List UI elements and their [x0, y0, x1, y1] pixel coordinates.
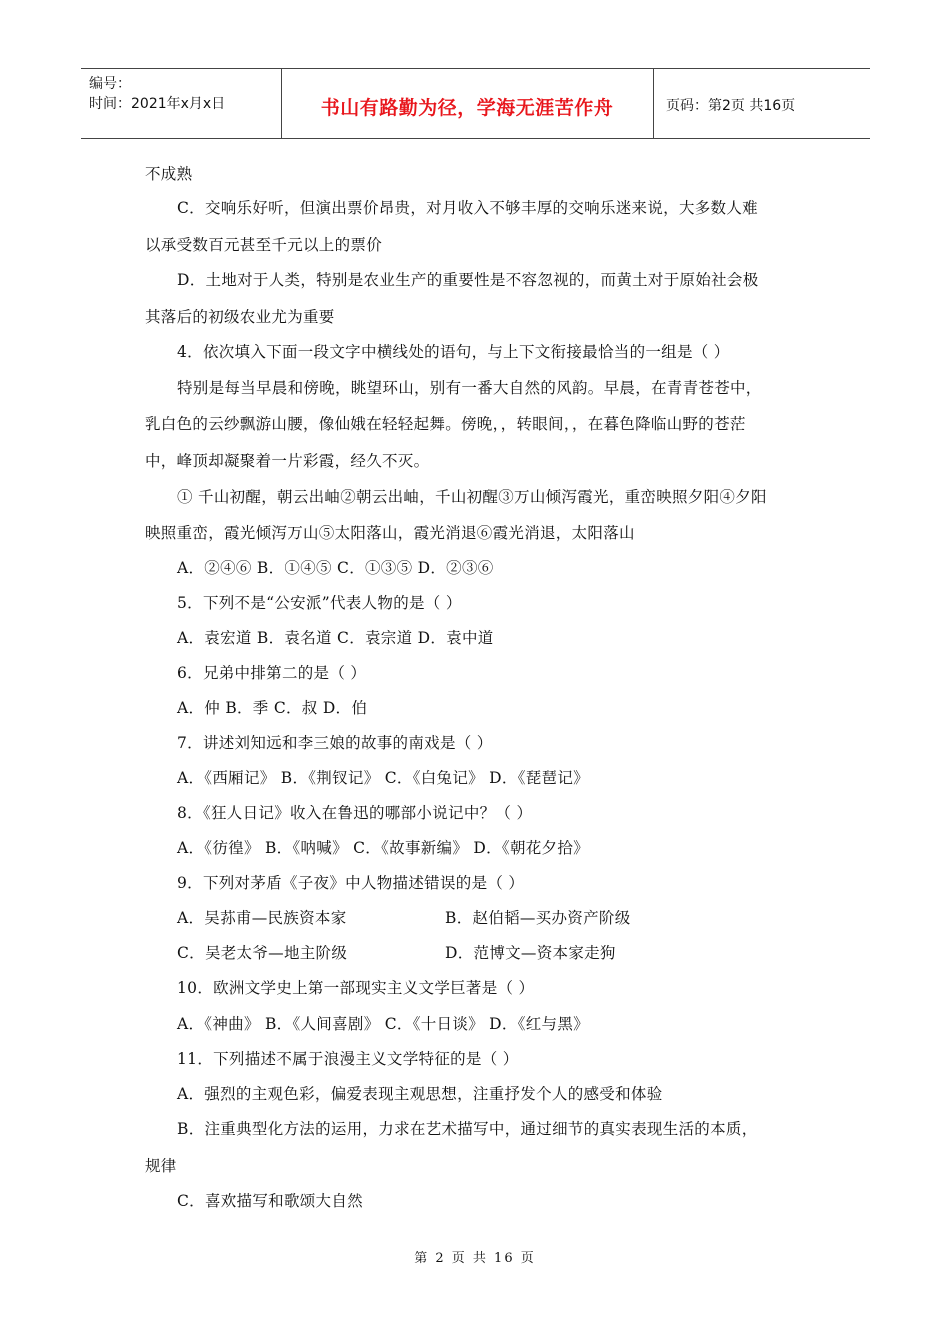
- q9-choice-b: B．赵伯韬—买办资产阶级: [445, 909, 631, 927]
- passage-line-3: 中，峰顶却凝聚着一片彩霞，经久不灭。: [145, 452, 430, 470]
- header-motto: 书山有路勤为径，学海无涯苦作舟: [281, 69, 654, 138]
- q9-choice-a: A．吴荪甫—民族资本家: [177, 909, 347, 927]
- q9-choice-c: C．吴老太爷—地主阶级: [177, 944, 348, 962]
- q11-choice-b: B．注重典型化方法的运用，力求在艺术描写中，通过细节的真实表现生活的本质，: [177, 1120, 758, 1138]
- text-line-1: 不成熟: [145, 165, 193, 183]
- question-11: 11．下列描述不属于浪漫主义文学特征的是（ ）: [177, 1050, 519, 1068]
- phrase-options-1: ① 千山初醒，朝云出岫②朝云出岫，千山初醒③万山倾泻霞光，重峦映照夕阳④夕阳: [177, 488, 767, 506]
- q5-choices: A．袁宏道 B．袁名道 C．袁宗道 D．袁中道: [177, 629, 494, 647]
- header-meta-cell: [81, 69, 282, 138]
- page-header: [81, 68, 870, 139]
- q4-choices: A．②④⑥ B．①④⑤ C．①③⑤ D．②③⑥: [177, 559, 494, 577]
- time-label: 时间：2021年x月x日: [89, 96, 226, 112]
- passage-line-1: 特别是每当早晨和傍晚，眺望环山，别有一番大自然的风韵。早晨，在青青苍苍中，: [177, 379, 762, 397]
- question-6: 6．兄弟中排第二的是（ ）: [177, 664, 367, 682]
- header-page-info: 页码：第2页 共16页: [666, 97, 796, 114]
- passage-line-2: 乳白色的云纱飘游山腰，像仙娥在轻轻起舞。傍晚，，转眼间，，在暮色降临山野的苍茫: [145, 415, 746, 433]
- code-label: 编号：: [89, 76, 131, 92]
- question-8: 8．《狂人日记》收入在鲁迅的哪部小说记中？（ ）: [177, 804, 533, 822]
- text-line-5: 其落后的初级农业尤为重要: [145, 308, 335, 326]
- q8-choices: A．《彷徨》 B．《呐喊》 C．《故事新编》 D．《朝花夕拾》: [177, 839, 589, 857]
- question-9: 9．下列对茅盾《子夜》中人物描述错误的是（ ）: [177, 874, 525, 892]
- q6-choices: A．仲 B．季 C．叔 D．伯: [177, 699, 368, 717]
- q11-choice-a: A．强烈的主观色彩，偏爱表现主观思想，注重抒发个人的感受和体验: [177, 1085, 663, 1103]
- question-7: 7．讲述刘知远和李三娘的故事的南戏是（ ）: [177, 734, 493, 752]
- q10-choices: A．《神曲》 B．《人间喜剧》 C．《十日谈》 D．《红与黑》: [177, 1015, 589, 1033]
- question-5: 5．下列不是“公安派”代表人物的是（ ）: [177, 594, 462, 612]
- text-line-4: D．土地对于人类，特别是农业生产的重要性是不容忽视的，而黄土对于原始社会极: [177, 271, 759, 289]
- q11-choice-c: C．喜欢描写和歌颂大自然: [177, 1192, 363, 1210]
- question-4: 4．依次填入下面一段文字中横线处的语句，与上下文衔接最恰当的一组是（ ）: [177, 343, 730, 361]
- page-footer: 第 2 页 共 16 页: [414, 1251, 536, 1266]
- q7-choices: A．《西厢记》 B．《荆钗记》 C．《白兔记》 D．《琵琶记》: [177, 769, 589, 787]
- q11-choice-b-cont: 规律: [145, 1157, 177, 1175]
- phrase-options-2: 映照重峦，霞光倾泻万山⑤太阳落山，霞光消退⑥霞光消退，太阳落山: [145, 524, 635, 542]
- text-line-2: C．交响乐好听，但演出票价昂贵，对月收入不够丰厚的交响乐迷来说，大多数人难: [177, 199, 758, 217]
- question-10: 10．欧洲文学史上第一部现实主义文学巨著是（ ）: [177, 979, 535, 997]
- q9-choice-d: D．范博文—资本家走狗: [445, 944, 616, 962]
- text-line-3: 以承受数百元甚至千元以上的票价: [145, 236, 383, 254]
